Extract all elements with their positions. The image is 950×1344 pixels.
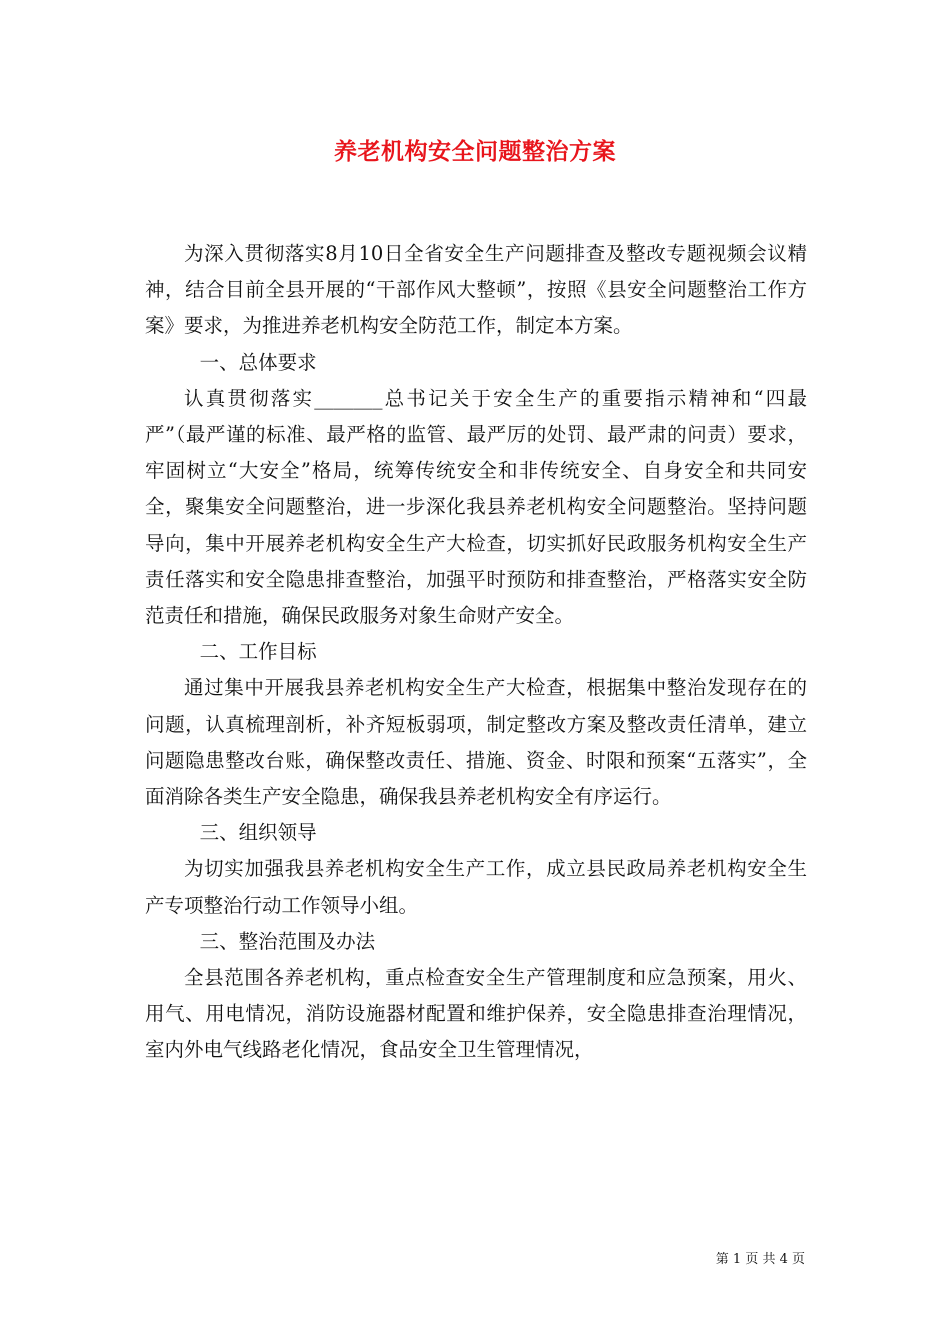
page-number: 第 1 页 共 4 页 [715, 1252, 805, 1267]
document-body [145, 236, 807, 1069]
section-heading-work-goals: 二、工作目标 [199, 640, 317, 664]
section-heading-organization: 三、组织领导 [199, 821, 317, 845]
paragraph-scope-methods: 全县范围各养老机构，重点检查安全生产管理制度和应急预案，用火、用气、用电情况，消防设施器材配置和维护保养，安全隐患排查治理情况，室内外电气线路老化情况，食品安全卫生管理情况， [145, 966, 807, 1062]
section-heading-general-requirements: 一、总体要求 [199, 350, 317, 374]
paragraph-organization: 为切实加强我县养老机构安全生产工作，成立县民政局养老机构安全生产专项整治行动工作领导小组。 [145, 857, 807, 917]
paragraph-work-goals: 通过集中开展我县养老机构安全生产大检查，根据集中整治发现存在的问题，认真梳理剖析，补齐短板弱项，制定整改方案及整改责任清单，建立问题隐患整改台账，确保整改责任、措施、资金、时限和预案“五落实”，全面消除各类生产安全隐患，确保我县养老机构安全有序运行。 [145, 676, 807, 809]
intro-paragraph: 为深入贯彻落实8月10日全省安全生产问题排查及整改专题视频会议精神，结合目前全县开展的“干部作风大整顿”，按照《县安全问题整治工作方案》要求，为推进养老机构安全防范工作，制定本方案。 [145, 242, 807, 338]
paragraph-general-requirements: 认真贯彻落实_______总书记关于安全生产的重要指示精神和“四最严”（最严谨的标准、最严格的监管、最严厉的处罚、最严肃的问责）要求，牢固树立“大安全”格局，统筹传统安全和非传统安全、自身安全和共同安全，聚集安全问题整治，进一步深化我县养老机构安全问题整治。坚持问题导向，集中开展养老机构安全生产大检查，切实抓好民政服务机构安全生产责任落实和安全隐患排查整治，加强平时预防和排查整治，严格落实安全防范责任和措施，确保民政服务对象生命财产安全。 [145, 386, 807, 628]
document-title: 养老机构安全问题整治方案 [334, 138, 616, 165]
section-heading-scope-methods: 三、整治范围及办法 [199, 929, 376, 953]
